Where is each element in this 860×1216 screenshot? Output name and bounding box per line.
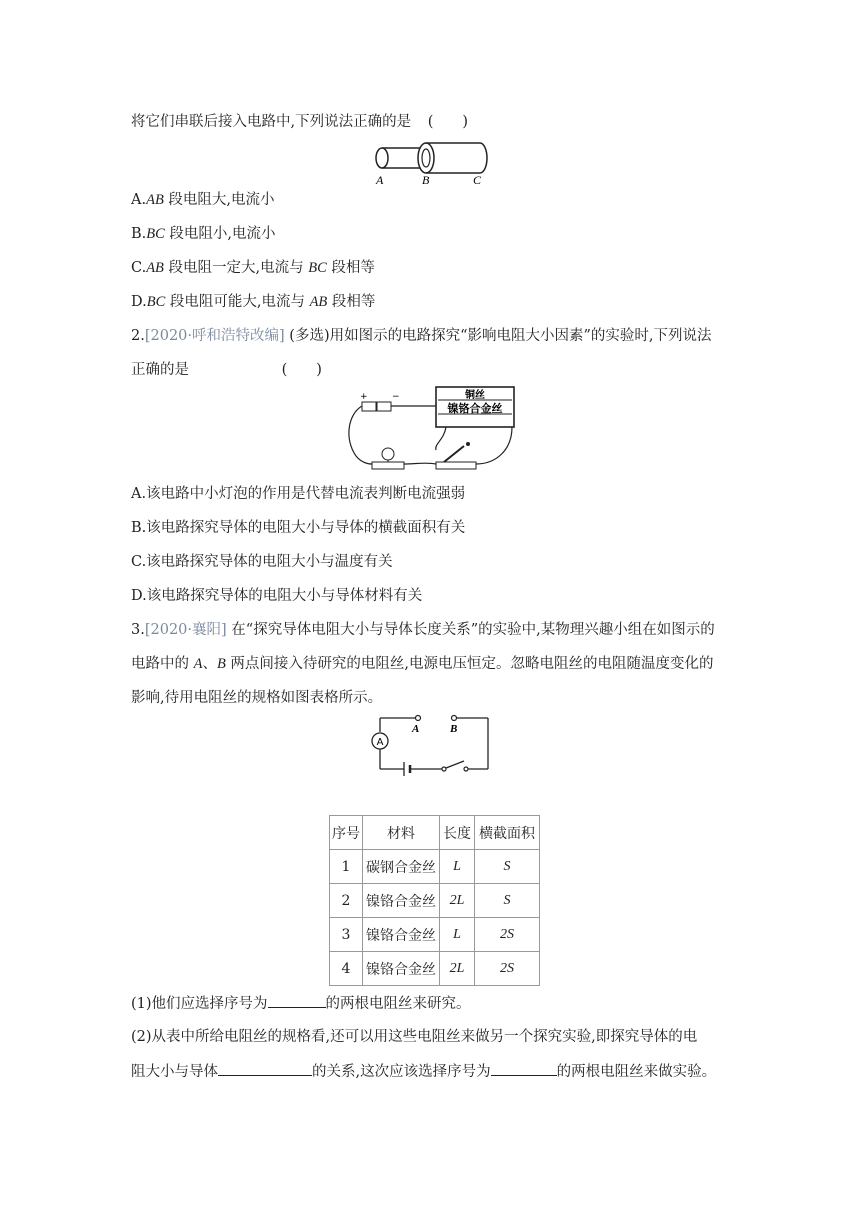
q1-stem <box>131 112 468 132</box>
q1-option-c: C.AB 段电阻一定大,电流与 BC 段相等 <box>131 260 375 276</box>
q2-option-b: B.该电路探究导体的电阻大小与导体的横截面积有关 <box>131 520 466 536</box>
q2-circuit-figure <box>346 384 518 474</box>
q3-wire-spec-table <box>329 815 540 986</box>
q2-option-c: C.该电路探究导体的电阻大小与温度有关 <box>131 554 393 570</box>
q3-sub2-answer-blank-2[interactable] <box>491 1061 557 1076</box>
q2-copper-wire-label: 铜丝 <box>465 390 485 401</box>
q2-stem-line1: 2.[2020·呼和浩特改编] (多选)用如图示的电路探究“影响电阻大小因素”的实验时,下列说法 <box>131 328 712 344</box>
q1-label-b: B <box>422 173 430 186</box>
q1-option-a: A.AB 段电阻大,电流小 <box>131 192 275 208</box>
q3-point-b-label: B <box>450 723 458 735</box>
q3-sub2-line2: 阻大小与导体 的关系,这次应该选择序号为 的两根电阻丝来做实验。 <box>131 1061 716 1082</box>
q3-stem-line2: 电路中的 A、B 两点间接入待研究的电阻丝,电源电压恒定。忽略电阻丝的电阻随温度变化的 <box>131 656 714 672</box>
ammeter-label: A <box>376 737 384 748</box>
q1-stem-text: 将它们串联后接入电路中,下列说法正确的是 <box>131 114 412 130</box>
q3-source: [2020·襄阳] <box>144 622 227 638</box>
q2-stem-line2: 正确的是 ( ) <box>131 362 322 378</box>
table-row: 4 镍铬合金丝 2L 2S <box>330 952 540 986</box>
q2-option-d: D.该电路探究导体的电阻大小与导体材料有关 <box>131 588 423 604</box>
q3-point-a-label: A <box>412 723 420 735</box>
q1-option-d: D.BC 段电阻可能大,电流与 AB 段相等 <box>131 294 376 310</box>
q1-option-b: B.BC 段电阻小,电流小 <box>131 226 276 242</box>
q1-label-c: C <box>473 173 482 186</box>
q3-sub1-answer-blank[interactable] <box>268 993 326 1008</box>
svg-text:−: − <box>392 392 400 402</box>
table-header-row: 序号 材料 长度 横截面积 <box>330 816 540 850</box>
table-row: 2 镍铬合金丝 2L S <box>330 884 540 918</box>
svg-text:+: + <box>360 392 368 402</box>
q2-nichrome-wire-label: 镍铬合金丝 <box>447 402 503 415</box>
q2-answer-paren: ( ) <box>281 362 322 378</box>
q3-sub2-line1: (2)从表中所给电阻丝的规格看,还可以用这些电阻丝来做另一个探究实验,即探究导体的电 <box>131 1029 698 1045</box>
q1-answer-paren: ( ) <box>427 114 469 130</box>
table-row: 3 镍铬合金丝 L 2S <box>330 918 540 952</box>
q3-circuit-figure <box>342 712 494 776</box>
q1-label-a: A <box>376 173 384 186</box>
q3-stem-line3: 影响,待用电阻丝的规格如图表格所示。 <box>131 690 383 706</box>
table-row: 1 碳钢合金丝 L S <box>330 850 540 884</box>
q2-source: [2020·呼和浩特改编] <box>144 328 285 344</box>
q3-sub1: (1)他们应选择序号为 的两根电阻丝来研究。 <box>131 993 471 1014</box>
q1-conductor-figure <box>370 138 490 186</box>
q3-sub2-answer-blank-1[interactable] <box>218 1061 312 1076</box>
q2-option-a: A.该电路中小灯泡的作用是代替电流表判断电流强弱 <box>131 486 466 502</box>
q3-stem-line1: 3.[2020·襄阳] 在“探究导体电阻大小与导体长度关系”的实验中,某物理兴趣小组在如图示的 <box>131 622 715 638</box>
